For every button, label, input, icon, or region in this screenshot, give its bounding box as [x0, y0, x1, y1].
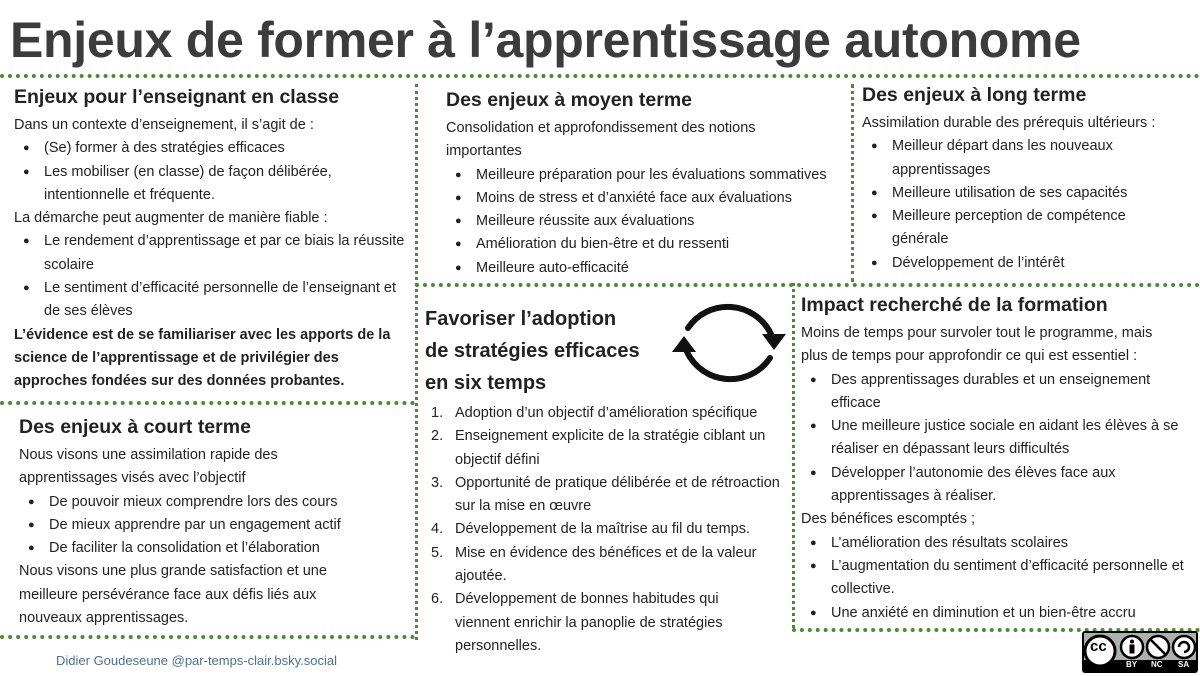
step-number: 5.	[431, 544, 444, 561]
long-intro: Assimilation durable des prérequis ultérieurs :	[862, 115, 1156, 131]
list-item: ● Développer l’autonomie des élèves face aux apprentissages à réaliser.	[801, 462, 1191, 509]
list-item	[425, 542, 785, 589]
author-credit: Didier Goudeseune @par-temps-clair.bsky.social	[56, 653, 338, 668]
court-conclusion: Nous visons une plus grande satisfaction et une meilleure persévérance face aux défis liés aux nouveaux apprentissages.	[19, 563, 327, 627]
step-number: 6.	[431, 591, 444, 608]
step-number: 4.	[431, 521, 444, 538]
enseignant-intro: Dans un contexte d’enseignement, il s’agit de :	[14, 117, 314, 133]
divider-top	[0, 74, 1200, 78]
favoriser-steps	[425, 402, 785, 658]
section-long-heading: Des enjeux à long terme	[862, 84, 1087, 106]
list-item: ● Une anxiété en diminution et un bien-être accru	[801, 602, 1191, 625]
list-item: ● Les mobiliser (en classe) de façon délibérée, intentionnelle et fréquente.	[14, 161, 409, 208]
list-item: ● Le rendement d’apprentissage et par ce biais la réussite scolaire	[14, 230, 409, 277]
section-court-heading: Des enjeux à court terme	[19, 416, 251, 438]
section-moyen-heading: Des enjeux à moyen terme	[446, 89, 693, 111]
license-label-sa: SA	[1178, 660, 1190, 669]
list-item: ● Des apprentissages durables et un enseignement efficace	[801, 369, 1191, 416]
enseignant-conclusion: L’évidence est de se familiariser avec les apports de la science de l’apprentissage et de privilégier des approches fondées sur des données probantes.	[14, 326, 391, 390]
divider-v-impact	[792, 283, 795, 628]
enseignant-list-2	[14, 230, 409, 323]
list-item: ● (Se) former à des stratégies efficaces	[14, 137, 409, 160]
section-long-terme	[862, 82, 1192, 275]
step-text: Enseignement explicite de la stratégie ciblant un objectif défini	[455, 428, 766, 468]
divider-v-left	[415, 84, 418, 640]
enseignant-intro-2: La démarche peut augmenter de manière fiable :	[14, 210, 328, 227]
list-item: ● Le sentiment d’efficacité personnelle de l’enseignant et de ses élèves	[14, 277, 409, 324]
moyen-intro: Consolidation et approfondissement des notions importantes	[446, 120, 756, 160]
list-item: ● Meilleure auto-efficacité	[446, 257, 846, 280]
section-moyen-terme	[446, 87, 846, 280]
step-number: 3.	[431, 474, 444, 491]
step-text: Opportunité de pratique délibérée et de rétroaction sur la mise en œuvre	[455, 474, 780, 515]
list-item: ● Meilleure préparation pour les évaluations sommatives	[446, 164, 846, 187]
step-text: Mise en évidence des bénéfices et de la valeur ajoutée.	[455, 544, 757, 585]
section-court-terme	[19, 414, 409, 630]
cc-text: cc	[1090, 638, 1107, 655]
list-item	[425, 588, 785, 658]
impact-list-1	[801, 369, 1191, 509]
list-item: ● L’amélioration des résultats scolaires	[801, 532, 1191, 555]
step-number: 2.	[431, 428, 444, 445]
step-text: Développement de bonnes habitudes qui viennent enrichir la panoplie de stratégies personnelles.	[455, 591, 723, 654]
step-text: Développement de la maîtrise au fil du temps.	[455, 521, 750, 538]
list-item	[425, 425, 785, 472]
page-title: Enjeux de former à l’apprentissage autonome	[10, 12, 1081, 68]
impact-list-2	[801, 532, 1191, 625]
list-item: ● De mieux apprendre par un engagement actif	[19, 514, 409, 537]
list-item	[425, 518, 785, 541]
section-impact-heading: Impact recherché de la formation	[801, 294, 1108, 316]
list-item: ● Amélioration du bien-être et du ressenti	[446, 233, 846, 256]
list-item: ● De faciliter la consolidation et l’élaboration	[19, 537, 409, 560]
list-item	[425, 402, 785, 425]
list-item: ● De pouvoir mieux comprendre lors des cours	[19, 491, 409, 514]
list-item: ● Développement de l’intérêt	[862, 252, 1152, 275]
divider-v-right	[851, 84, 854, 282]
cc-license-badge[interactable]	[1082, 631, 1198, 673]
list-item: ● Une meilleure justice sociale en aidant les élèves à se réaliser en dépassant leurs difficultés	[801, 415, 1191, 462]
license-label-by: BY	[1126, 660, 1138, 669]
section-impact	[801, 292, 1191, 625]
section-enseignant-heading: Enjeux pour l’enseignant en classe	[14, 86, 340, 108]
list-item: ● Moins de stress et d’anxiété face aux évaluations	[446, 187, 846, 210]
enseignant-list-1	[14, 137, 409, 207]
license-label-nc: NC	[1151, 660, 1163, 669]
court-intro: Nous visons une assimilation rapide des apprentissages visés avec l’objectif	[19, 447, 278, 487]
list-item: ● Meilleure utilisation de ses capacités	[862, 182, 1152, 205]
list-item: ● Meilleur départ dans les nouveaux apprentissages	[862, 135, 1152, 182]
moyen-list	[446, 164, 846, 280]
list-item: ● Meilleure perception de compétence générale	[862, 205, 1152, 252]
step-text: Adoption d’un objectif d’amélioration spécifique	[455, 405, 758, 421]
favoriser-heading-line: de stratégies efficaces	[425, 340, 640, 362]
impact-intro: Moins de temps pour survoler tout le programme, mais plus de temps pour approfondir ce qui est essentiel :	[801, 325, 1153, 365]
favoriser-heading-line: en six temps	[425, 372, 547, 394]
long-list	[862, 135, 1152, 275]
court-list	[19, 491, 409, 561]
cycle-arrows-icon	[668, 290, 790, 396]
section-enseignant	[14, 84, 409, 394]
list-item: ● Meilleure réussite aux évaluations	[446, 210, 846, 233]
divider-left-mid	[0, 401, 415, 405]
list-item	[425, 472, 785, 519]
favoriser-heading-line: Favoriser l’adoption	[425, 308, 617, 330]
divider-mid-right	[415, 283, 1200, 287]
step-number: 1.	[431, 405, 444, 421]
divider-bottom-left	[0, 635, 415, 639]
list-item: ● L’augmentation du sentiment d’efficacité personnelle et collective.	[801, 555, 1191, 602]
impact-intro-2: Des bénéfices escomptés ;	[801, 511, 976, 528]
